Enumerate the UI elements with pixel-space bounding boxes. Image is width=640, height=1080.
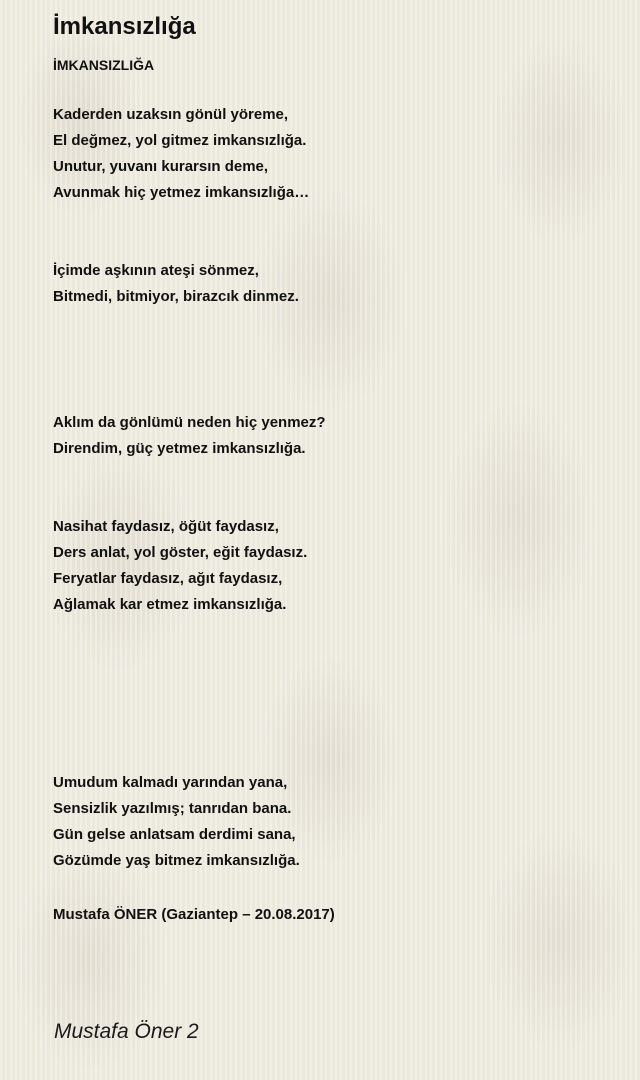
poem-line: El değmez, yol gitmez imkansızlığa.	[53, 132, 307, 149]
stanza-2	[53, 258, 299, 310]
stanza-1	[53, 102, 309, 206]
poem-line: Feryatlar faydasız, ağıt faydasız,	[53, 570, 283, 587]
stanza-5	[53, 770, 300, 874]
poem-line: Bitmedi, bitmiyor, birazcık dinmez.	[53, 288, 299, 305]
poem-title: İmkansızlığa	[53, 13, 196, 40]
poem-line: Direndim, güç yetmez imkansızlığa.	[53, 440, 306, 457]
poem-line: İçimde aşkının ateşi sönmez,	[53, 262, 259, 279]
poem-line: Umudum kalmadı yarından yana,	[53, 774, 288, 791]
stanza-3	[53, 410, 326, 462]
poem-line: Aklım da gönlümü neden hiç yenmez?	[53, 414, 326, 431]
author-name: Mustafa Öner 2	[54, 1020, 199, 1043]
poem-line: Nasihat faydasız, öğüt faydasız,	[53, 518, 279, 535]
poem-line: Ders anlat, yol göster, eğit faydasız.	[53, 544, 308, 561]
poem-signature: Mustafa ÖNER (Gaziantep – 20.08.2017)	[53, 906, 335, 923]
poem-line: Gün gelse anlatsam derdimi sana,	[53, 826, 296, 843]
poem-subtitle: İMKANSIZLIĞA	[53, 57, 155, 73]
poem-line: Unutur, yuvanı kurarsın deme,	[53, 158, 269, 175]
poem-line: Sensizlik yazılmış; tanrıdan bana.	[53, 800, 292, 817]
poem-line: Kaderden uzaksın gönül yöreme,	[53, 106, 289, 123]
poem-line: Gözümde yaş bitmez imkansızlığa.	[53, 852, 300, 869]
stanza-4	[53, 514, 307, 618]
poem-line: Ağlamak kar etmez imkansızlığa.	[53, 596, 287, 613]
poem-line: Avunmak hiç yetmez imkansızlığa…	[53, 184, 310, 201]
